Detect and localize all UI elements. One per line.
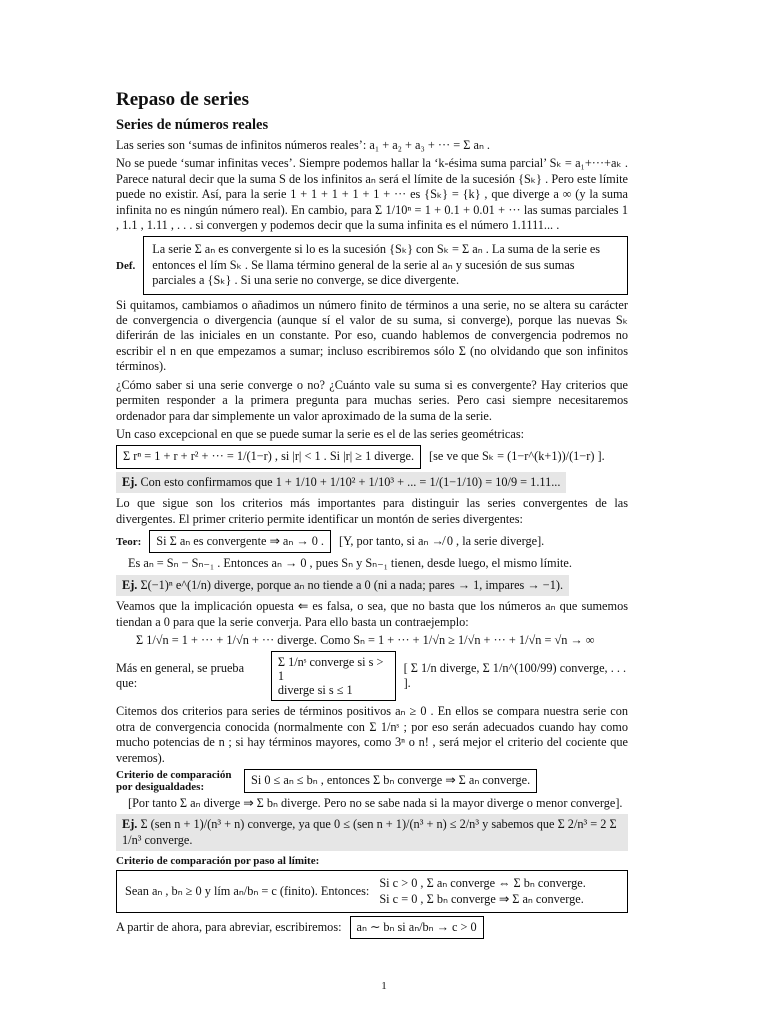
general-label: Más en general, se prueba que: [116,660,245,691]
general-box-line1: Σ 1/nˢ converge si s > 1 [277,655,384,684]
example-2-box [116,575,569,596]
general-box [271,651,396,701]
paragraph-finite-terms: Si quitamos, cambiamos o añadimos un número finito de términos a una serie, no se altera su carácter de convergencia o divergencia (aunque sí el valor de su suma, si converge), porque las nuevas Sₖ diferirán de las iniciales en un constante. Por eso, cuando hablemos de convergencia podremos no escribir el n en que empezamos a sumar; incluso escribiremos sólo Σ (no olvidando que son infinitos términos). [116,297,628,374]
general-block [116,651,628,701]
harmonic-example: Σ 1/√n = 1 + ··· + 1/√n + ··· diverge. Como Sₙ = 1 + ··· + 1/√n ≥ 1/√n + ··· + 1/√n = √n → ∞ [136,632,595,647]
comparison-1-note: [Por tanto Σ aₙ diverge ⇒ Σ bₙ diverge. Pero no se sabe nada si la mayor diverge o menor converge]. [128,796,623,810]
example-1-text: Con esto confirmamos que 1 + 1/10 + 1/10² + 1/10³ + ... = 1/(1−1/10) = 10/9 = 1.11... [140,474,561,489]
geometric-note: [se ve que Sₖ = (1−r^(k+1))/(1−r) ]. [429,449,605,464]
example-1-box [116,472,566,493]
definition-box: La serie Σ aₙ es convergente si lo es la sucesión {Sₖ} con Sₖ = Σ aₙ . La suma de la serie es entonces el lím Sₖ . Se llama término general de la serie al aₙ y sucesión de sus sumas parciales a {Sₖ} . Si una serie no converge, se dice divergente. [143,236,628,294]
paragraph-converse: Veamos que la implicación opuesta ⇐ es falsa, o sea, que no basta que los números aₙ que sumemos tiendan a 0 para que la serie converja. Para ello basta un contraejemplo: [116,599,628,629]
comparison-1-label: Criterio de comparación por desigualdades: [116,769,232,793]
paragraph-geometric-intro: Un caso excepcional en que se puede sumar la serie es el de las series geométricas: [116,426,525,441]
paragraph-partial-sums: No se puede ‘sumar infinitas veces’. Siempre podemos hallar la ‘k-ésima suma parcial’ Sₖ = a₁+···+aₖ . Parece natural decir que la suma S de los infinitos aₙ será el límite de la sucesión {Sₖ} . Pero este límite puede no existir. Así, para la serie 1 + 1 + 1 + 1 + 1 + ··· es {Sₖ} = {k} , que diverge a ∞ (y la suma infinita no es ningún número real). En cambio, para Σ 1/10ⁿ = 1 + 0.1 + 0.01 + ··· las sumas parciales 1 , 1.1 , 1.11 , . . . si convergen y podemos decir que la suma infinita es el número 1.1111... . [116,156,628,233]
comparison-2-left: Sean aₙ , bₙ ≥ 0 y lím aₙ/bₙ = c (finito). Entonces: [125,883,370,898]
paragraph-questions: ¿Cómo saber si una serie converge o no? ¿Cuánto vale su suma si es convergente? Hay criterios que permiten responder a la primera pregunta para muchas series. Pero casi siempre necesitaremos ordenador para dar simplemente un valor aproximado de la suma de la serie. [116,377,628,423]
definition-block [116,236,628,294]
example-3-label: Ej. [122,817,138,832]
example-3-box [116,814,628,851]
example-3 [116,814,628,851]
example-2 [116,575,628,596]
theorem-block [116,530,628,553]
theorem-proof: Es aₙ = Sₙ − Sₙ₋₁ . Entonces aₙ → 0 , pues Sₙ y Sₙ₋₁ tienen, desde luego, el mismo límite. [128,556,572,571]
notation-label: A partir de ahora, para abreviar, escribiremos: [116,920,342,935]
example-2-label: Ej. [122,577,138,592]
page-title: Repaso de series [116,89,249,110]
theorem-note: [Y, por tanto, si aₙ ↛ 0 , la serie diverge]. [339,533,545,548]
example-1 [116,472,628,493]
comparison-2-right-line2: Si c = 0 , Σ bₙ converge ⇒ Σ aₙ converge. [379,891,584,906]
comparison-2-right [379,876,585,907]
page-number: 1 [381,980,387,992]
example-3-text: Σ (sen n + 1)/(n³ + n) converge, ya que 0 ≤ (sen n + 1)/(n³ + n) ≤ 2/n³ y sabemos que Σ 2/n³ = 2 Σ 1/n³ converge. [122,817,617,847]
comparison-2-right-line1: Si c > 0 , Σ aₙ converge ⇔ Σ bₙ converge. [379,876,586,891]
example-2-text: Σ(−1)ⁿ e^(1/n) diverge, porque aₙ no tiende a 0 (ni a nada; pares → 1, impares → −1). [140,577,564,592]
paragraph-positive-terms: Citemos dos criterios para series de términos positivos aₙ ≥ 0 . En ellos se compara nuestra serie con otra de convergencia conocida (normalmente con Σ 1/nˢ ; por eso serán adecuados cuando hay como mucho potencias de n ; si hay términos mayores, como 3ⁿ o n! , será mejor el criterio del cociente que veremos). [116,704,628,765]
general-note: [ Σ 1/n diverge, Σ 1/n^(100/99) converge, . . . ]. [403,660,627,691]
theorem-box: Si Σ aₙ es convergente ⇒ aₙ → 0 . [149,530,331,553]
notation-block [116,916,628,939]
comparison-1-block [116,769,628,793]
example-1-label: Ej. [122,474,138,489]
geometric-box: Σ rⁿ = 1 + r + r² + ··· = 1/(1−r) , si |r| < 1 . Si |r| ≥ 1 diverge. [116,445,421,468]
comparison-2-label: Criterio de comparación por paso al límite: [116,855,320,868]
comparison-1-box: Si 0 ≤ aₙ ≤ bₙ , entonces Σ bₙ converge ⇒ Σ aₙ converge. [244,769,537,792]
paragraph-criteria: Lo que sigue son los criterios más importantes para distinguir las series convergentes de las divergentes. El primer criterio permite identificar un montón de series divergentes: [116,496,628,526]
general-box-line2: diverge si s ≤ 1 [277,683,353,698]
theorem-label: Teor: [116,535,142,548]
comparison-2-box [116,870,628,913]
paragraph-intro: Las series son ‘sumas de infinitos números reales’: a₁ + a₂ + a₃ + ··· = Σ aₙ . [116,138,490,152]
def-label: Def. [116,259,136,272]
geometric-block [116,445,628,468]
notation-box: aₙ ∼ bₙ si aₙ/bₙ → c > 0 [350,916,484,939]
page-content [116,88,628,942]
section-title: Series de números reales [116,117,269,133]
